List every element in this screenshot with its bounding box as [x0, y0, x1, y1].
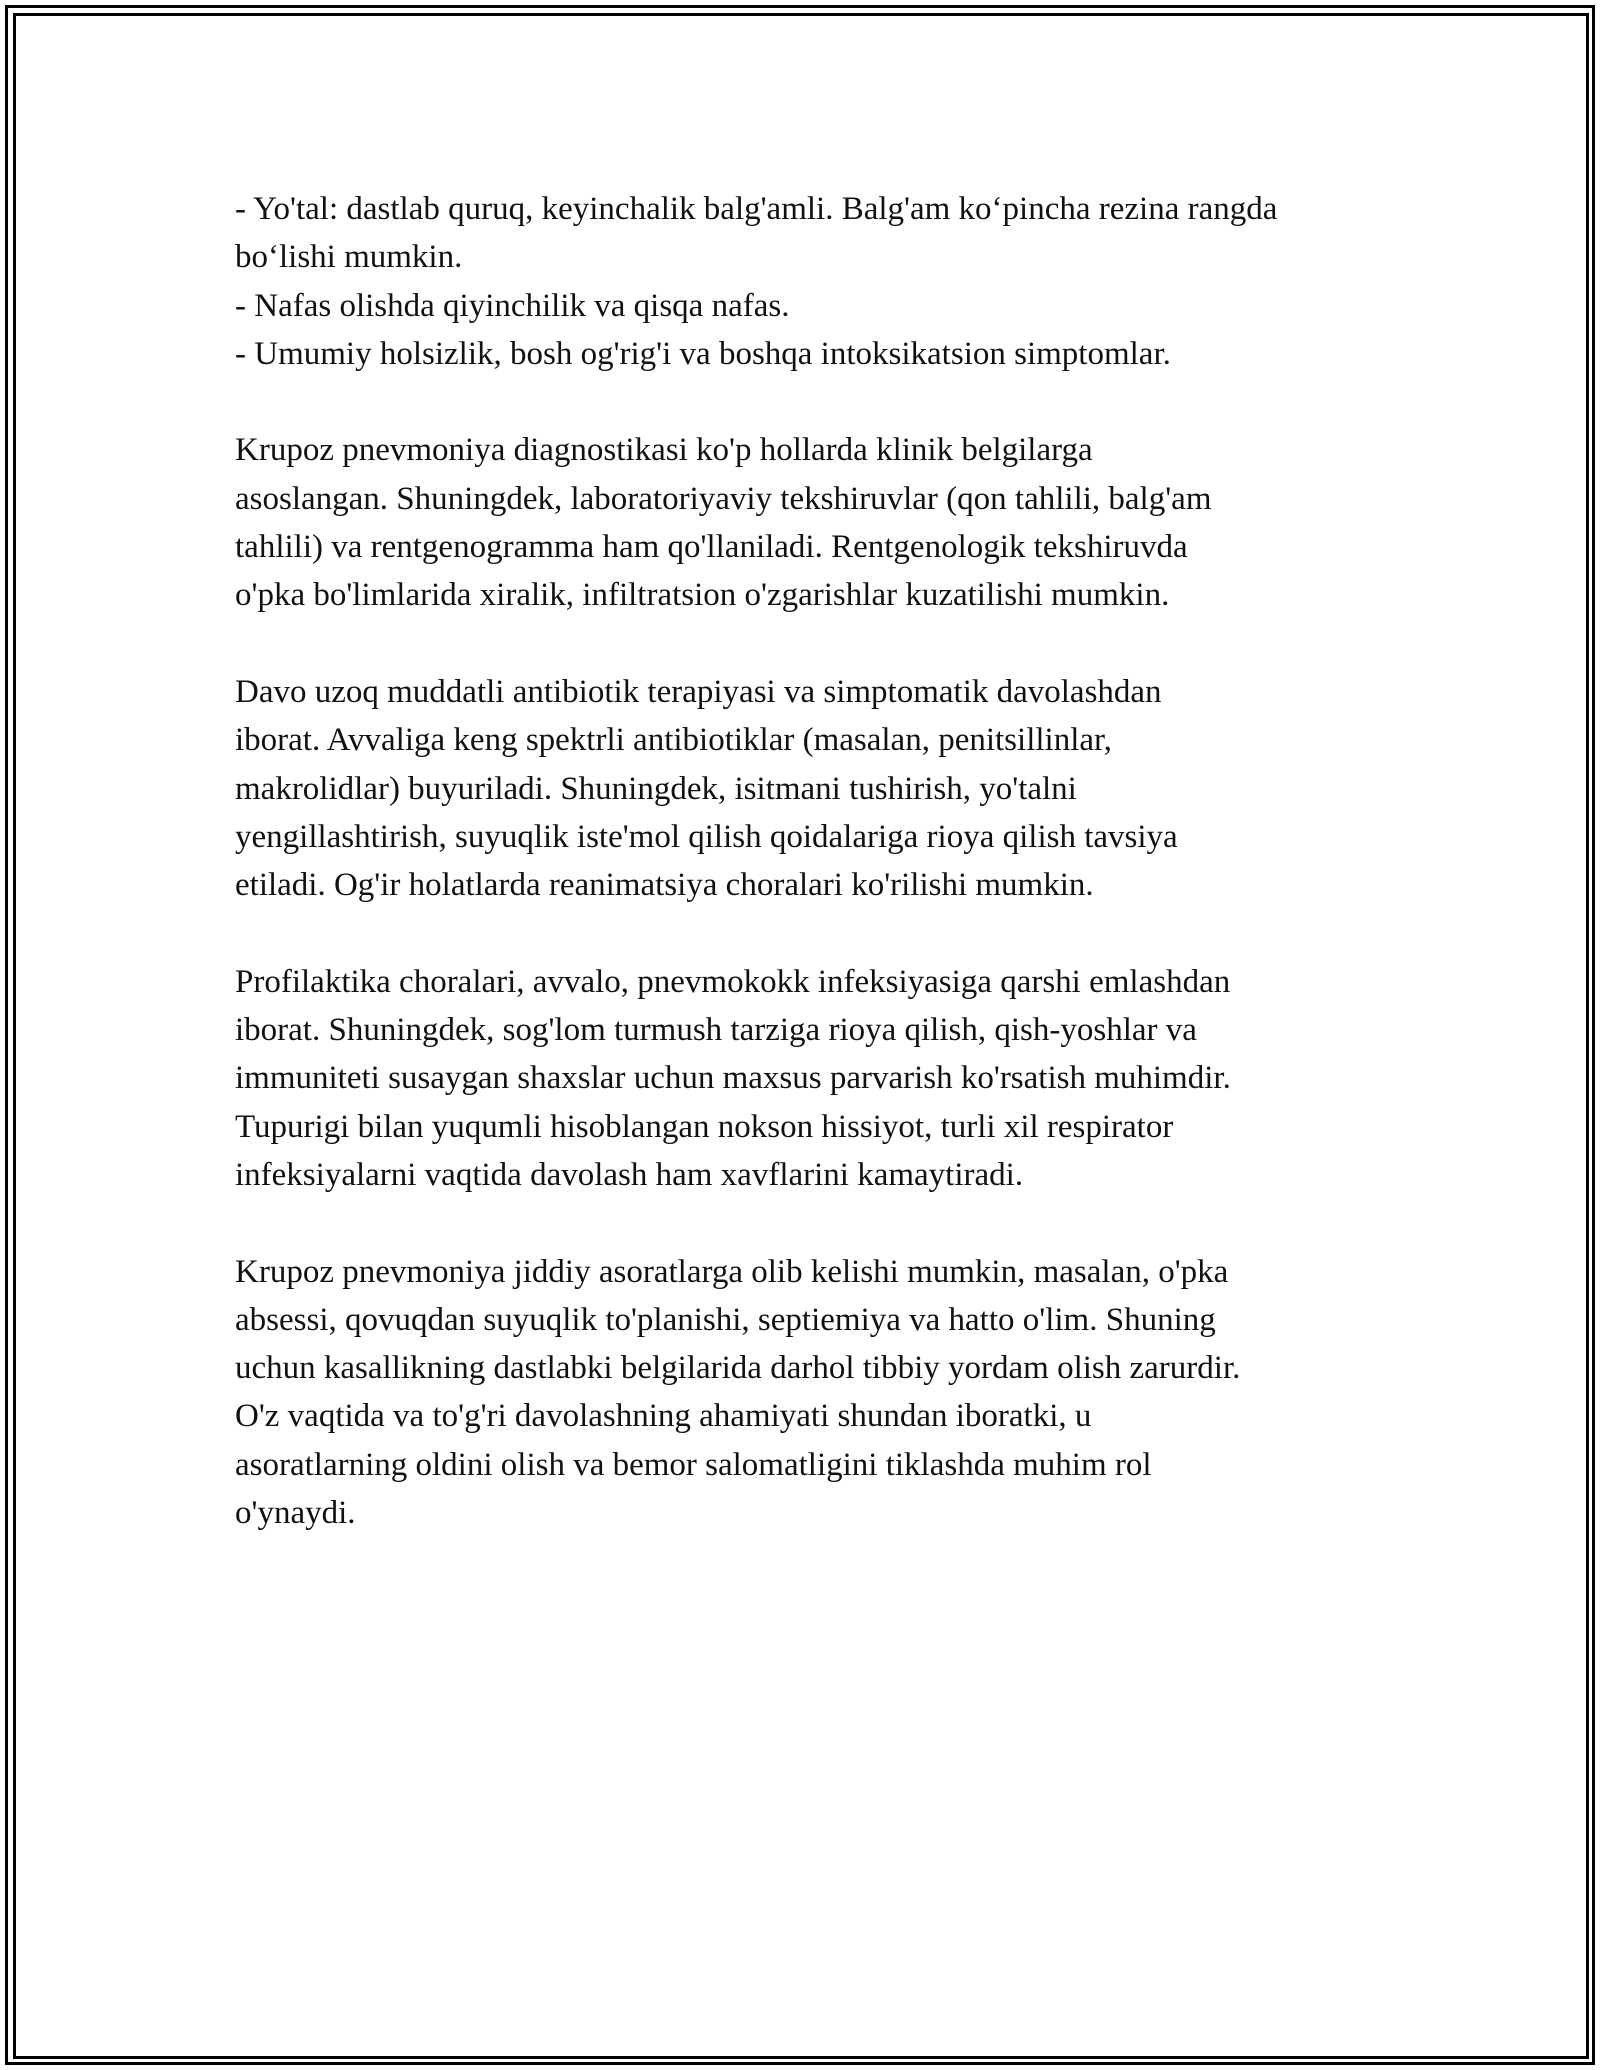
- list-item: - Nafas olishda qiyinchilik va qisqa nafas.: [235, 287, 790, 324]
- paragraph-prevention: Profilaktika choralari, avvalo, pnevmokokk infeksiyasiga qarshi emlashdan iborat. Shuningdek, sog'lom turmush tarziga rioya qilish, qish-yoshlar va immuniteti susaygan shaxslar uchun maxsus parvarish ko'rsatish muhimdir. Tupurigi bilan yuqumli hisoblangan nokson hissiyot, turli xil respirator infeksiyalarni vaqtida davolash ham xavflarini kamaytiradi.: [235, 963, 1231, 1193]
- list-item: - Umumiy holsizlik, bosh og'rig'i va boshqa intoksikatsion simptomlar.: [235, 335, 1171, 372]
- paragraph-treatment: Davo uzoq muddatli antibiotik terapiyasi va simptomatik davolashdan iborat. Avvaliga keng spektrli antibiotiklar (masalan, penitsillinlar, makrolidlar) buyuriladi. Shuningdek, isitmani tushirish, yo'talni yengillashtirish, suyuqlik iste'mol qilish qoidalariga rioya qilish tavsiya etiladi. Og'ir holatlarda reanimatsiya choralari ko'rilishi mumkin.: [235, 673, 1178, 904]
- paragraph-complications: Krupoz pnevmoniya jiddiy asoratlarga olib kelishi mumkin, masalan, o'pka absessi, qovuqdan suyuqlik to'planishi, septiemiya va hatto o'lim. Shuning uchun kasallikning dastlabki belgilarida darhol tibbiy yordam olish zarurdir. O'z vaqtida va to'g'ri davolashning ahamiyati shundan iboratki, u asoratlarning oldini olish va bemor salomatligini tiklashda muhim rol o'ynaydi.: [235, 1253, 1241, 1532]
- paragraph-diagnostics: Krupoz pnevmoniya diagnostikasi ko'p hollarda klinik belgilarga asoslangan. Shuningdek, laboratoriyaviy tekshiruvlar (qon tahlili, balg'am tahlili) va rentgenogramma ham qo'llaniladi. Rentgenologik tekshiruvda o'pka bo'limlarida xiralik, infiltratsion o'zgarishlar kuzatilishi mumkin.: [235, 432, 1212, 614]
- symptom-list: [235, 185, 1375, 378]
- document-body: [235, 185, 1375, 1586]
- list-item: - Yo'tal: dastlab quruq, keyinchalik balg'amli. Balg'am ko‘pincha rezina rangda bo‘lishi mumkin.: [235, 191, 1278, 276]
